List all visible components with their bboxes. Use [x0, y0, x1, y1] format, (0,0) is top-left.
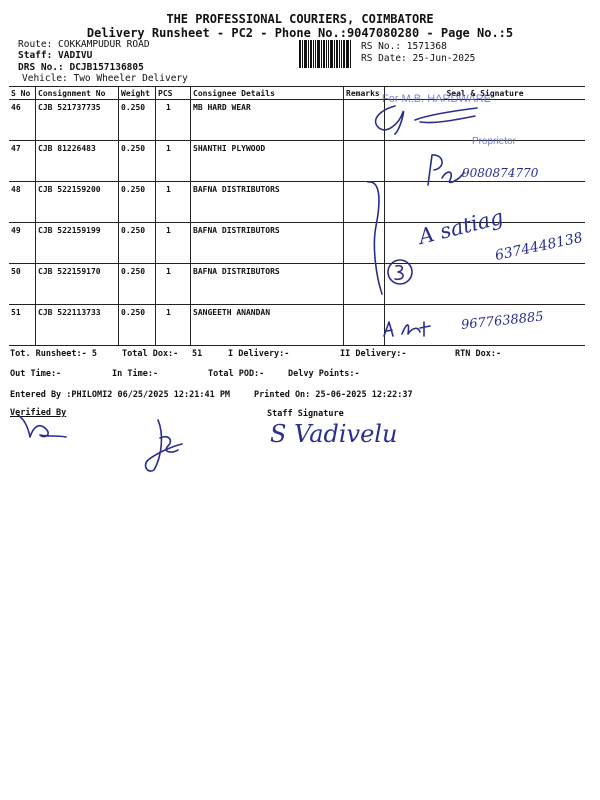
cell-sno: 50 — [9, 264, 36, 305]
in-time: In Time:- — [112, 369, 159, 379]
runsheet-subtitle: Delivery Runsheet - PC2 - Phone No.:9047080280 - Page No.:5 — [86, 26, 514, 40]
route-label: Route: COKKAMPUDUR ROAD — [18, 39, 150, 50]
cell-consignment: CJB 522113733 — [36, 305, 119, 346]
out-time: Out Time:- — [10, 369, 62, 379]
phone-row-49: 6374448138 — [493, 229, 585, 264]
col-header-signature: Seal & Signature — [385, 87, 586, 100]
tot-runsheet: Tot. Runsheet:- 5 — [10, 349, 97, 359]
receiver-name-sign: A satiag — [416, 204, 506, 249]
i-delivery: I Delivery:- — [228, 349, 290, 359]
cell-consignment: CJB 81226483 — [36, 141, 119, 182]
cell-consignee: MB HARD WEAR — [191, 100, 344, 141]
col-header-consignment: Consignment No — [36, 87, 119, 100]
delvy-points: Delvy Points:- — [288, 369, 360, 379]
cell-consignee: SHANTHI PLYWOOD — [191, 141, 344, 182]
cell-sno: 49 — [9, 223, 36, 264]
cell-consignee: BAFNA DISTRIBUTORS — [191, 264, 344, 305]
cell-weight: 0.250 — [119, 223, 156, 264]
col-header-sno: S No — [9, 87, 36, 100]
cell-consignee: SANGEETH ANANDAN — [191, 305, 344, 346]
rs-number: RS No.: 1571368 — [361, 41, 447, 52]
company-title: THE PROFESSIONAL COURIERS, COIMBATORE — [166, 12, 434, 26]
rtn-dox: RTN Dox:- — [455, 349, 502, 359]
cell-pcs: 1 — [156, 100, 191, 141]
cell-sno: 51 — [9, 305, 36, 346]
entered-by: Entered By :PHILOMI2 06/25/2025 12:21:41 PM — [10, 390, 231, 400]
staff-signature-label: Staff Signature — [267, 409, 344, 419]
cell-pcs: 1 — [156, 305, 191, 346]
total-pod: Total POD:- — [208, 369, 265, 379]
cell-pcs: 1 — [156, 182, 191, 223]
total-dox-label: Total Dox:- — [122, 349, 179, 359]
cell-sno: 47 — [9, 141, 36, 182]
signature-row-51 — [380, 316, 440, 342]
barcode — [299, 40, 355, 68]
cell-weight: 0.250 — [119, 141, 156, 182]
cell-consignee: BAFNA DISTRIBUTORS — [191, 182, 344, 223]
rs-date: RS Date: 25-Jun-2025 — [361, 53, 476, 64]
cell-remarks — [344, 305, 385, 346]
cell-sno: 48 — [9, 182, 36, 223]
table-header-row — [9, 87, 585, 100]
cell-consignment: CJB 522159170 — [36, 264, 119, 305]
cell-consignment: CJB 521737735 — [36, 100, 119, 141]
signature-row-46 — [365, 98, 485, 138]
cell-consignment: CJB 522159200 — [36, 182, 119, 223]
cell-consignee: BAFNA DISTRIBUTORS — [191, 223, 344, 264]
cell-consignment: CJB 522159199 — [36, 223, 119, 264]
verified-signature-2 — [138, 416, 188, 476]
col-header-weight: Weight — [119, 87, 156, 100]
cell-sno: 46 — [9, 100, 36, 141]
cell-weight: 0.250 — [119, 264, 156, 305]
cell-weight: 0.250 — [119, 305, 156, 346]
table-row — [9, 100, 585, 141]
cell-pcs: 1 — [156, 141, 191, 182]
col-header-pcs: PCS — [156, 87, 191, 100]
seal-stamp-proprietor: Proprietor — [472, 136, 516, 147]
col-header-remarks: Remarks — [344, 87, 385, 100]
phone-row-51: 9677638885 — [460, 309, 545, 333]
cell-weight: 0.250 — [119, 182, 156, 223]
phone-row-47: 9080874770 — [462, 166, 539, 180]
cell-pcs: 1 — [156, 223, 191, 264]
staff-label: Staff: VADIVU — [18, 50, 93, 61]
printed-on: Printed On: 25-06-2025 12:22:37 — [254, 390, 413, 400]
seal-stamp-company: For M.B. HARDWARE — [382, 93, 491, 105]
vehicle-label: Vehicle: Two Wheeler Delivery — [22, 73, 188, 84]
cell-pcs: 1 — [156, 264, 191, 305]
verified-signature-1 — [14, 405, 74, 443]
table-row — [9, 264, 585, 305]
staff-signature: S Vadivelu — [270, 420, 398, 448]
drs-number: DRS No.: DCJB157136805 — [18, 62, 144, 73]
total-dox-value: 51 — [192, 349, 203, 359]
cell-weight: 0.250 — [119, 100, 156, 141]
verified-by-label: Verified By — [10, 408, 67, 418]
circled-three — [384, 255, 420, 291]
ii-delivery: II Delivery:- — [340, 349, 407, 359]
col-header-consignee: Consignee Details — [191, 87, 344, 100]
